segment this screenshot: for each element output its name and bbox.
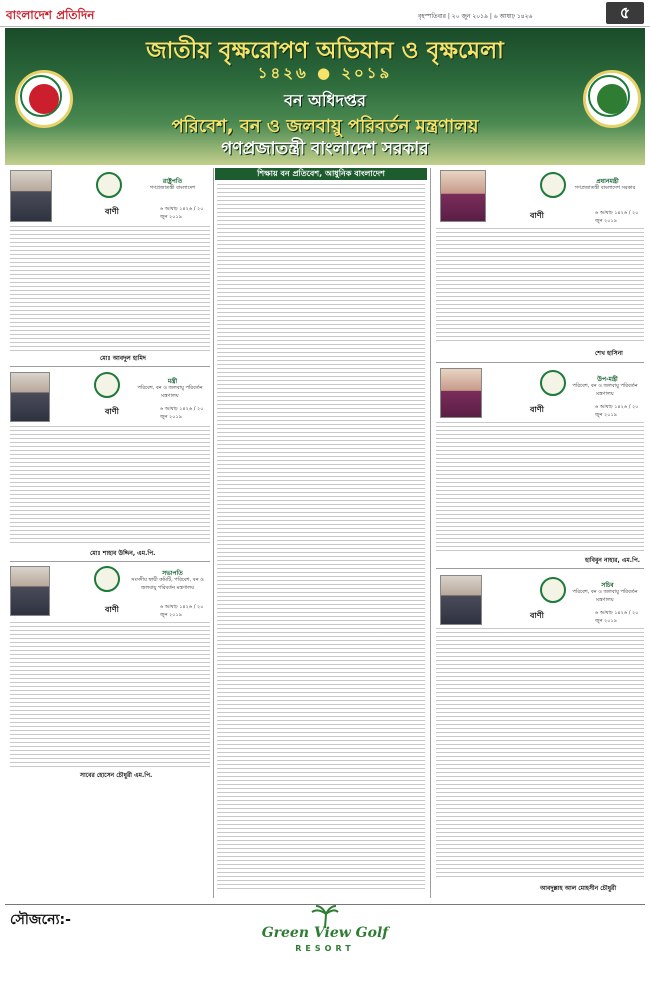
emblem-icon [540, 172, 566, 198]
message-signature: সাবের হোসেন চৌধুরী এম.পি. [80, 772, 153, 779]
message-signature: মোঃ শাহাব উদ্দিন, এম.পি. [90, 550, 156, 557]
message-role-sub: সংসদীয় স্থায়ী কমিটি, পরিবেশ, বন ও জলবায়ু পরিবর্তন মন্ত্রণালয় [131, 577, 204, 591]
message-body [10, 622, 210, 767]
message-title: বাণী [105, 407, 119, 416]
newspaper-logo: বাংলাদেশ প্রতিদিন [6, 8, 95, 22]
emblem-icon [96, 172, 122, 198]
masthead [0, 0, 650, 27]
message-role-sub: পরিবেশ, বন ও জলবায়ু পরিবর্তন মন্ত্রণালয় [572, 383, 638, 397]
banner-department: বন অধিদপ্তর [284, 91, 366, 110]
column-rule [430, 168, 431, 898]
message-body [436, 422, 644, 552]
message-body [10, 426, 210, 546]
message-role: সচিব [601, 582, 614, 589]
page-number: ৫ [606, 2, 644, 24]
divider [10, 366, 210, 367]
sponsor-label: সৌজন্যে:- [10, 912, 71, 928]
message-title: বাণী [105, 207, 119, 216]
message-title: বাণী [105, 605, 119, 614]
message-body [436, 628, 644, 878]
divider [10, 561, 210, 562]
prime-minister-photo [440, 170, 486, 222]
message-date: ৬ আষাঢ় ১৪২৬ / ২০ জুন ২০১৯ [595, 610, 639, 624]
divider [436, 568, 644, 569]
message-title: বাণী [530, 405, 544, 414]
message-date: ৬ আষাঢ় ১৪২৬ / ২০ জুন ২০১৯ [160, 604, 204, 618]
president-photo [10, 170, 52, 222]
message-role: রাষ্ট্রপতি [162, 178, 183, 185]
message-role-sub: গণপ্রজাতন্ত্রী বাংলাদেশ [149, 185, 196, 191]
column-rule [213, 168, 214, 898]
banner-government: গণপ্রজাতন্ত্রী বাংলাদেশ সরকার [221, 139, 429, 159]
message-title: বাণী [530, 611, 544, 620]
emblem-icon [94, 566, 120, 592]
message-body [10, 226, 210, 351]
resort-subtitle: RESORT [295, 944, 355, 953]
deputy-minister-photo [440, 368, 482, 418]
message-role: উপ-মন্ত্রী [597, 376, 618, 383]
govt-seal-icon [15, 70, 73, 128]
emblem-icon [540, 370, 566, 396]
campaign-banner [5, 28, 645, 165]
message-signature: মোঃ আবদুল হামিদ [100, 355, 146, 362]
message-role: মন্ত্রী [167, 378, 178, 385]
resort-name: Green View Golf [261, 925, 389, 941]
message-date: ৬ আষাঢ় ১৪২৬ / ২০ জুন ২০১৯ [160, 406, 204, 420]
banner-title: জাতীয় বৃক্ষরোপণ অভিযান ও বৃক্ষমেলা [146, 38, 504, 64]
message-role-sub: গণপ্রজাতন্ত্রী বাংলাদেশ সরকার [574, 185, 636, 191]
forest-dept-seal-icon [583, 70, 641, 128]
message-signature: হাবিবুন নাহার, এম.পি. [585, 557, 641, 564]
minister-photo [10, 372, 50, 422]
message-title: বাণী [530, 211, 544, 220]
divider [436, 362, 644, 363]
emblem-icon [94, 372, 120, 398]
message-date: ৬ আষাঢ় ১৪২৬ / ২০ জুন ২০১৯ [160, 206, 204, 220]
message-role: প্রধানমন্ত্রী [596, 178, 619, 185]
message-date: ৬ আষাঢ় ১৪২৬ / ২০ জুন ২০১৯ [595, 210, 639, 224]
issue-date: বৃহস্পতিবার | ২০ জুন ২০১৯ | ৬ আষাঢ় ১৪২৬ [418, 13, 533, 20]
article-body [217, 184, 425, 890]
message-body [436, 228, 644, 344]
message-signature: আবদুল্লাহ আল মোহসীন চৌধুরী [540, 885, 617, 892]
emblem-icon [540, 577, 566, 603]
message-role: সভাপতি [162, 570, 183, 577]
message-date: ৬ আষাঢ় ১৪২৬ / ২০ জুন ২০১৯ [595, 404, 639, 418]
chair-photo [10, 566, 50, 616]
banner-ministry: পরিবেশ, বন ও জলবায়ু পরিবর্তন মন্ত্রণালয় [171, 116, 479, 137]
banner-year: ১৪২৬ ● ২০১৯ [257, 64, 393, 82]
center-heading: শিক্ষায় বন প্রতিবেশ, আধুনিক বাংলাদেশ [215, 168, 427, 180]
message-role-sub: পরিবেশ, বন ও জলবায়ু পরিবর্তন মন্ত্রণালয় [572, 589, 638, 603]
message-role-sub: পরিবেশ, বন ও জলবায়ু পরিবর্তন মন্ত্রণালয় [137, 385, 203, 399]
secretary-photo [440, 575, 482, 625]
message-signature: শেখ হাসিনা [595, 350, 623, 357]
